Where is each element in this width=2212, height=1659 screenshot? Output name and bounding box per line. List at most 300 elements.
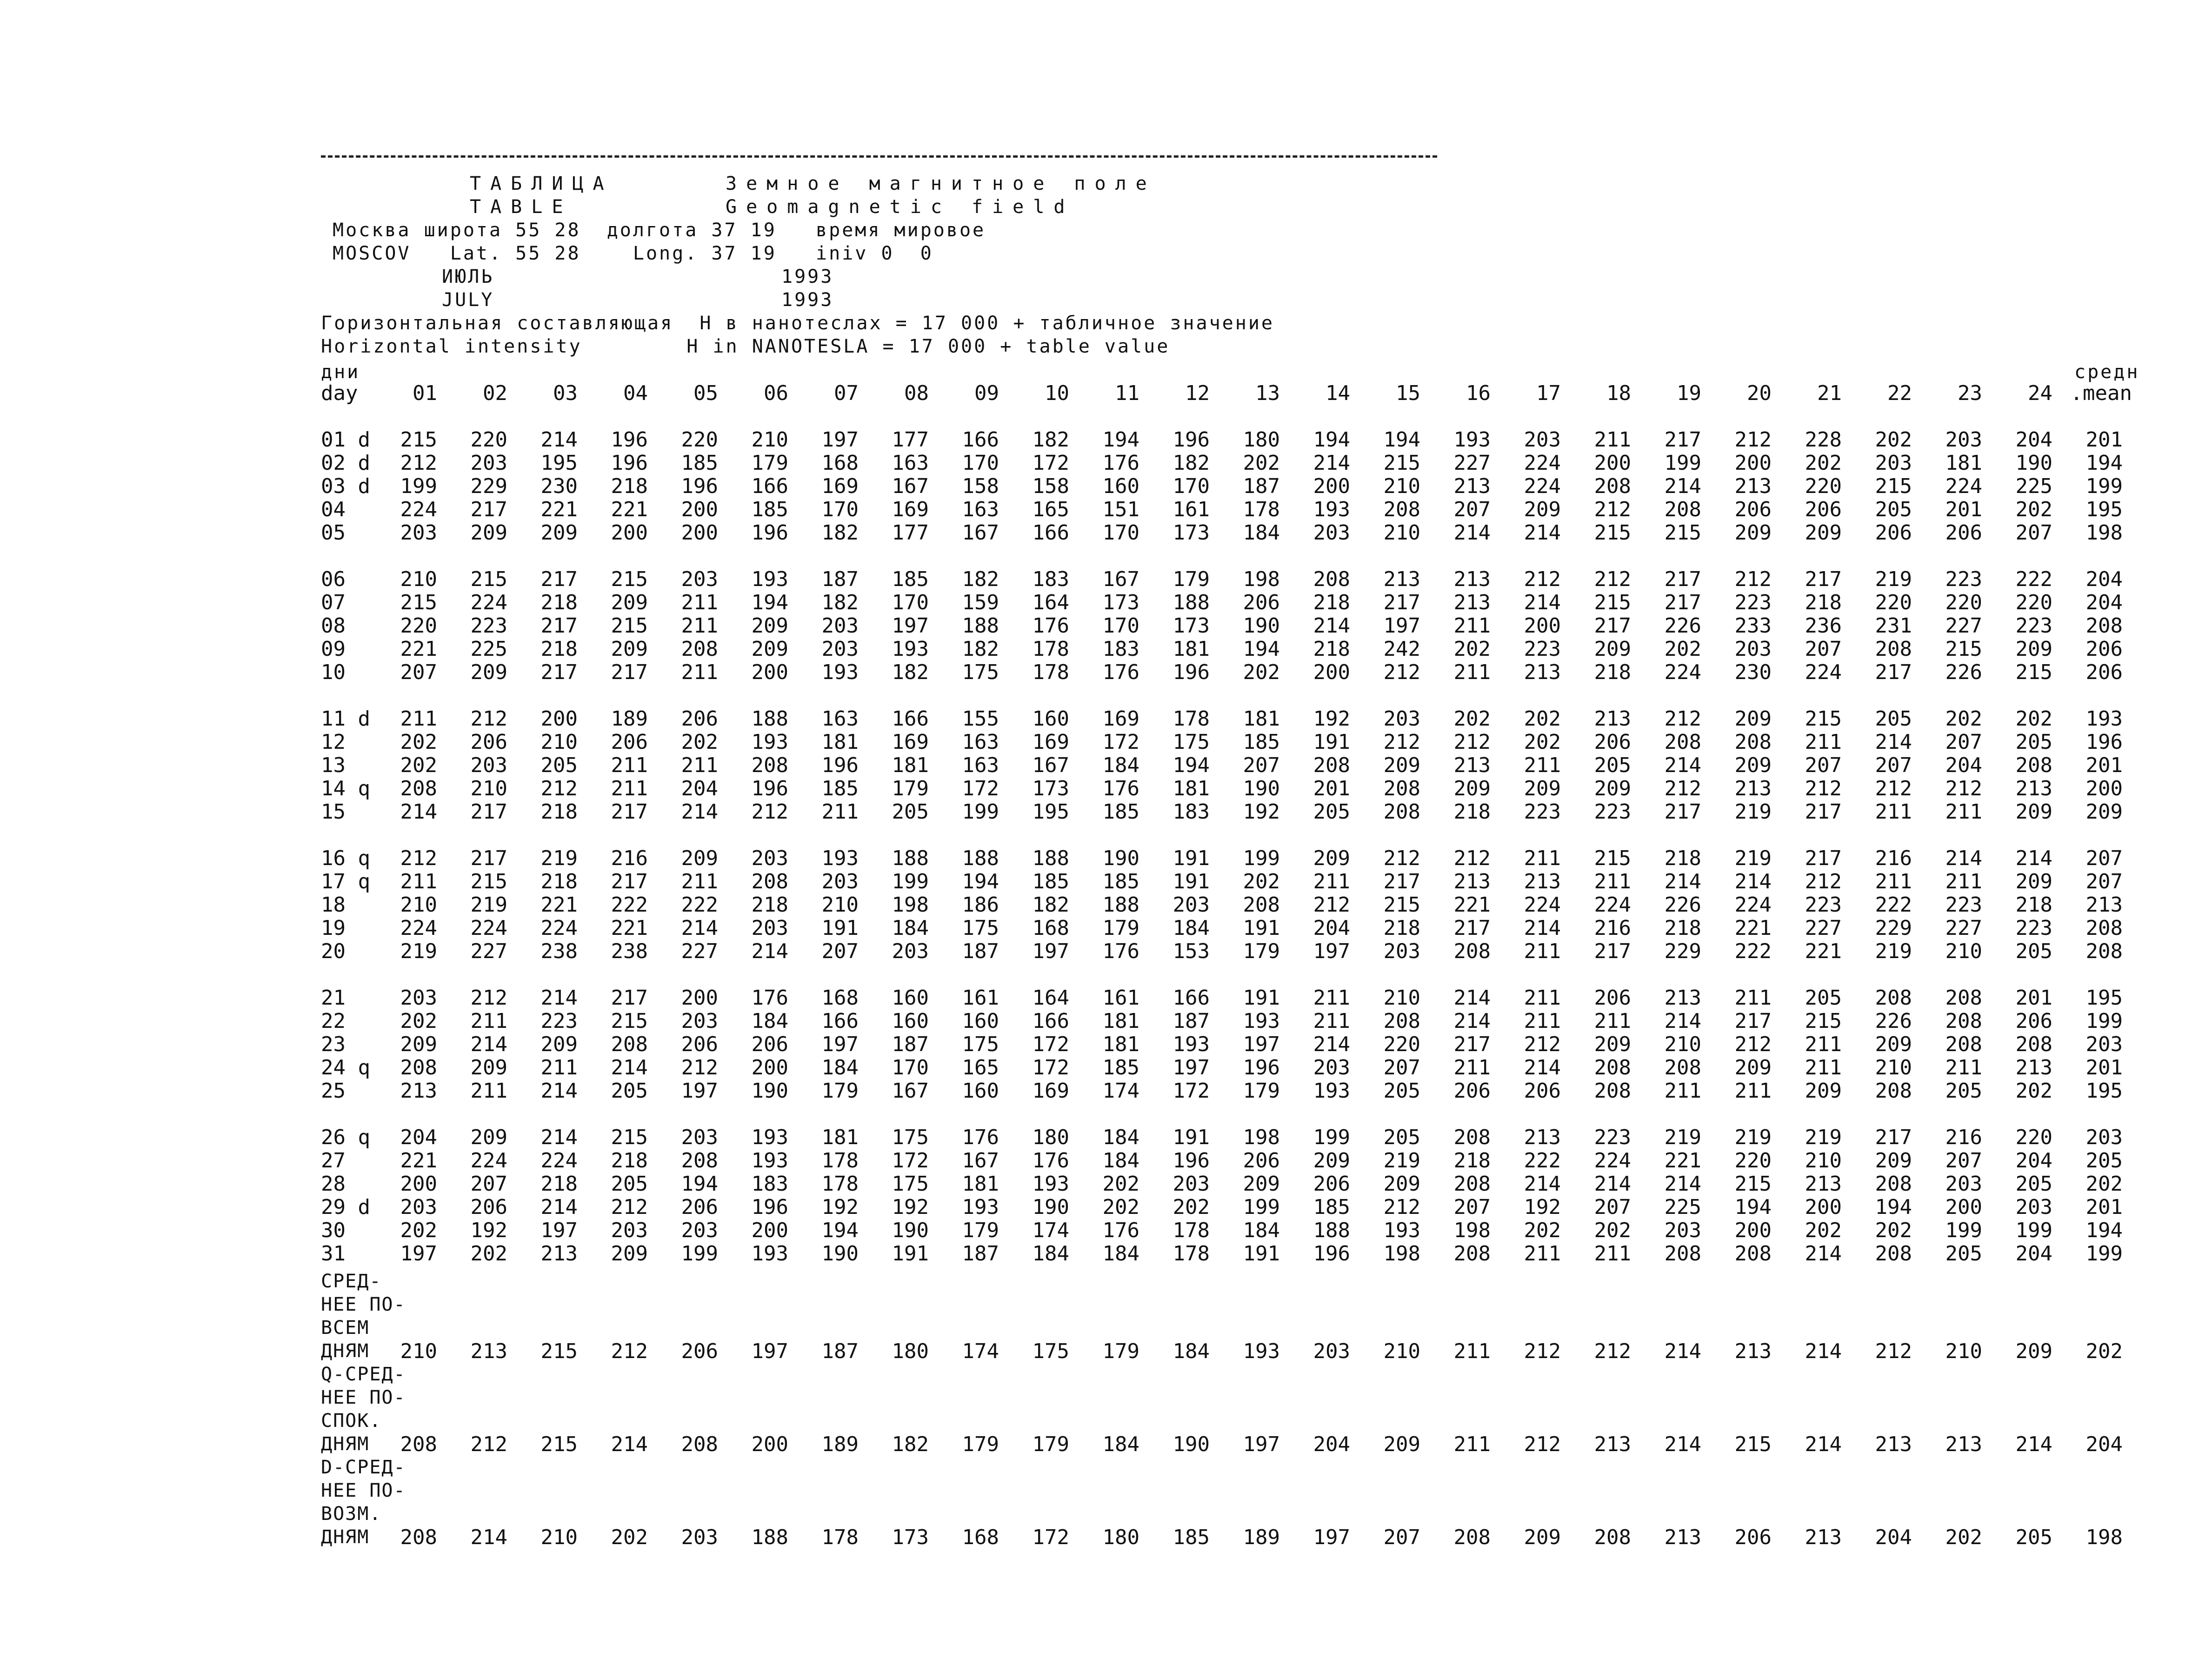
table-cell: 203 — [1383, 939, 1420, 963]
table-cell: 227 — [1945, 916, 1982, 940]
table-cell: 208 — [1875, 637, 1912, 661]
column-hour-01: 01 — [413, 381, 437, 405]
table-cell: 213 — [1453, 870, 1491, 893]
table-cell: 208 — [751, 870, 788, 893]
table-cell: 184 — [1243, 521, 1280, 545]
table-cell: 188 — [751, 707, 788, 731]
table-cell: 202 — [400, 730, 437, 754]
row-day-label: 30 — [321, 1219, 346, 1242]
table-cell: 197 — [892, 614, 929, 638]
table-cell: 194 — [1734, 1195, 1772, 1219]
table-cell: 176 — [1032, 614, 1069, 638]
table-cell: 223 — [1805, 893, 1842, 917]
table-cell: 193 — [751, 730, 788, 754]
summary-cell: 208 — [1594, 1526, 1631, 1549]
table-cell: 214 — [540, 1195, 578, 1219]
row-day-label: 01 d — [321, 428, 370, 452]
row-day-label: 04 — [321, 498, 346, 521]
table-cell: 214 — [1594, 1172, 1631, 1196]
row-day-label: 10 — [321, 660, 346, 684]
table-cell: 178 — [1173, 1219, 1210, 1242]
table-cell: 209 — [1805, 1079, 1842, 1103]
summary-cell: 214 — [470, 1526, 507, 1549]
table-cell: 202 — [1805, 451, 1842, 475]
table-cell: 209 — [1524, 777, 1561, 800]
table-cell: 170 — [892, 1056, 929, 1079]
summary-cell: 214 — [1664, 1339, 1701, 1363]
table-cell: 167 — [1102, 567, 1139, 591]
table-cell: 197 — [400, 1242, 437, 1266]
summary-cell: 174 — [962, 1339, 999, 1363]
row-day-label: 27 — [321, 1149, 346, 1173]
table-cell: 215 — [1805, 707, 1842, 731]
table-cell: 200 — [611, 521, 648, 545]
table-cell: 202 — [1453, 707, 1491, 731]
table-cell: 190 — [892, 1219, 929, 1242]
table-cell: 184 — [892, 916, 929, 940]
column-day-label-en: day — [321, 381, 358, 405]
table-cell: 202 — [1524, 730, 1561, 754]
table-cell: 196 — [1243, 1056, 1280, 1079]
table-cell: 211 — [470, 1009, 507, 1033]
table-cell: 202 — [1664, 637, 1701, 661]
table-cell: 209 — [611, 591, 648, 614]
table-cell: 199 — [1664, 451, 1701, 475]
summary-cell: 205 — [2015, 1526, 2052, 1549]
table-cell: 222 — [1524, 1149, 1561, 1173]
table-cell: 193 — [751, 1149, 788, 1173]
table-cell: 211 — [1453, 614, 1491, 638]
table-cell: 203 — [1313, 521, 1350, 545]
summary-cell: 172 — [1032, 1526, 1069, 1549]
table-cell: 202 — [1243, 451, 1280, 475]
table-cell: 189 — [611, 707, 648, 731]
summary-label-line: ДНЯМ — [321, 1433, 370, 1455]
table-cell: 212 — [1383, 660, 1420, 684]
table-cell: 194 — [1313, 428, 1350, 452]
row-day-label: 15 — [321, 800, 346, 824]
table-cell: 211 — [1875, 800, 1912, 824]
table-cell: 197 — [1313, 939, 1350, 963]
table-cell: 206 — [611, 730, 648, 754]
table-cell: 211 — [1453, 660, 1491, 684]
column-hour-08: 08 — [904, 381, 929, 405]
table-cell: 214 — [1453, 986, 1491, 1010]
table-cell: 191 — [1173, 846, 1210, 870]
table-cell: 176 — [962, 1126, 999, 1149]
component-line-en: Horizontal intensity H in NANOTESLA = 17 000 + table value — [321, 336, 1170, 357]
table-cell: 175 — [1173, 730, 1210, 754]
table-cell: 209 — [470, 1126, 507, 1149]
table-cell: 217 — [611, 870, 648, 893]
table-cell: 217 — [1594, 614, 1631, 638]
summary-cell: 204 — [1313, 1432, 1350, 1456]
row-mean-cell: 201 — [2085, 753, 2123, 777]
table-cell: 196 — [1173, 1149, 1210, 1173]
table-cell: 201 — [1945, 498, 1982, 521]
table-cell: 211 — [1594, 1009, 1631, 1033]
table-cell: 206 — [470, 1195, 507, 1219]
row-mean-cell: 200 — [2085, 777, 2123, 800]
table-cell: 200 — [681, 986, 718, 1010]
table-cell: 207 — [1945, 730, 1982, 754]
column-hour-09: 09 — [974, 381, 999, 405]
table-cell: 206 — [751, 1033, 788, 1056]
table-cell: 209 — [2015, 637, 2052, 661]
table-cell: 201 — [2015, 986, 2052, 1010]
summary-cell: 182 — [892, 1432, 929, 1456]
table-cell: 212 — [540, 777, 578, 800]
month-ru: ИЮЛЬ — [442, 266, 494, 287]
table-cell: 193 — [821, 660, 859, 684]
table-cell: 193 — [751, 1242, 788, 1266]
table-cell: 196 — [1173, 428, 1210, 452]
table-cell: 184 — [1032, 1242, 1069, 1266]
table-cell: 223 — [2015, 916, 2052, 940]
table-cell: 208 — [400, 777, 437, 800]
table-cell: 199 — [892, 870, 929, 893]
table-cell: 218 — [1805, 591, 1842, 614]
row-day-label: 03 d — [321, 474, 370, 498]
table-cell: 200 — [751, 1056, 788, 1079]
table-cell: 196 — [1313, 1242, 1350, 1266]
table-cell: 165 — [962, 1056, 999, 1079]
table-cell: 216 — [611, 846, 648, 870]
table-cell: 210 — [400, 893, 437, 917]
table-cell: 200 — [1945, 1195, 1982, 1219]
summary-label-line: СРЕД- — [321, 1271, 382, 1292]
summary-cell: 188 — [751, 1526, 788, 1549]
table-cell: 215 — [611, 1009, 648, 1033]
row-mean-cell: 208 — [2085, 916, 2123, 940]
table-cell: 207 — [470, 1172, 507, 1196]
table-cell: 191 — [1313, 730, 1350, 754]
table-cell: 222 — [1734, 939, 1772, 963]
row-day-label: 26 q — [321, 1126, 370, 1149]
table-cell: 208 — [400, 1056, 437, 1079]
table-cell: 211 — [1734, 986, 1772, 1010]
table-cell: 223 — [470, 614, 507, 638]
table-cell: 229 — [1875, 916, 1912, 940]
row-mean-cell: 195 — [2085, 986, 2123, 1010]
table-cell: 184 — [1102, 1149, 1139, 1173]
table-cell: 207 — [2015, 521, 2052, 545]
table-cell: 169 — [1032, 1079, 1069, 1103]
table-cell: 209 — [470, 660, 507, 684]
table-cell: 217 — [1383, 870, 1420, 893]
table-cell: 206 — [1453, 1079, 1491, 1103]
table-cell: 218 — [2015, 893, 2052, 917]
table-cell: 208 — [681, 637, 718, 661]
row-day-label: 18 — [321, 893, 346, 917]
table-cell: 170 — [1102, 614, 1139, 638]
table-cell: 191 — [821, 916, 859, 940]
row-day-label: 23 — [321, 1033, 346, 1056]
table-cell: 206 — [1805, 498, 1842, 521]
table-cell: 188 — [962, 614, 999, 638]
table-cell: 178 — [1173, 707, 1210, 731]
summary-cell: 212 — [470, 1432, 507, 1456]
table-cell: 211 — [1524, 1242, 1561, 1266]
row-day-label: 11 d — [321, 707, 370, 731]
table-cell: 204 — [1945, 753, 1982, 777]
table-cell: 203 — [1734, 637, 1772, 661]
summary-cell: 210 — [400, 1339, 437, 1363]
table-cell: 217 — [1805, 846, 1842, 870]
table-label-en: TABLE — [470, 196, 573, 218]
summary-cell: 210 — [1383, 1339, 1420, 1363]
table-cell: 160 — [962, 1079, 999, 1103]
table-cell: 214 — [1313, 451, 1350, 475]
table-cell: 208 — [2015, 1033, 2052, 1056]
table-cell: 220 — [2015, 591, 2052, 614]
column-hour-15: 15 — [1396, 381, 1420, 405]
table-cell: 184 — [751, 1009, 788, 1033]
table-cell: 213 — [1524, 660, 1561, 684]
table-cell: 182 — [1032, 428, 1069, 452]
table-cell: 188 — [962, 846, 999, 870]
table-cell: 227 — [1453, 451, 1491, 475]
table-cell: 169 — [892, 730, 929, 754]
table-cell: 207 — [1945, 1149, 1982, 1173]
table-cell: 203 — [751, 846, 788, 870]
table-cell: 197 — [1243, 1033, 1280, 1056]
table-cell: 199 — [2015, 1219, 2052, 1242]
table-cell: 203 — [681, 1219, 718, 1242]
table-cell: 172 — [1032, 1033, 1069, 1056]
table-cell: 170 — [1173, 474, 1210, 498]
table-cell: 205 — [2015, 939, 2052, 963]
table-cell: 208 — [1875, 1242, 1912, 1266]
table-cell: 175 — [962, 660, 999, 684]
table-cell: 200 — [1805, 1195, 1842, 1219]
table-cell: 209 — [1453, 777, 1491, 800]
table-cell: 184 — [1243, 1219, 1280, 1242]
row-day-label: 05 — [321, 521, 346, 545]
table-cell: 208 — [1664, 730, 1701, 754]
table-cell: 223 — [2015, 614, 2052, 638]
table-cell: 197 — [540, 1219, 578, 1242]
table-cell: 210 — [1383, 986, 1420, 1010]
table-cell: 208 — [1243, 893, 1280, 917]
table-cell: 199 — [681, 1242, 718, 1266]
table-cell: 176 — [1102, 777, 1139, 800]
row-day-label: 29 d — [321, 1195, 370, 1219]
table-cell: 217 — [540, 614, 578, 638]
table-cell: 172 — [1102, 730, 1139, 754]
table-cell: 206 — [1594, 986, 1631, 1010]
table-cell: 200 — [751, 1219, 788, 1242]
table-cell: 188 — [1173, 591, 1210, 614]
table-cell: 194 — [681, 1172, 718, 1196]
table-cell: 203 — [1383, 707, 1420, 731]
table-cell: 183 — [1032, 567, 1069, 591]
table-cell: 217 — [1664, 428, 1701, 452]
table-cell: 204 — [2015, 1242, 2052, 1266]
summary-cell: 184 — [1102, 1432, 1139, 1456]
table-cell: 214 — [400, 800, 437, 824]
table-cell: 208 — [1945, 986, 1982, 1010]
table-cell: 186 — [962, 893, 999, 917]
table-cell: 215 — [400, 591, 437, 614]
table-cell: 206 — [681, 707, 718, 731]
table-cell: 213 — [1453, 591, 1491, 614]
row-mean-cell: 193 — [2085, 707, 2123, 731]
table-cell: 215 — [1945, 637, 1982, 661]
table-cell: 218 — [540, 1172, 578, 1196]
table-cell: 197 — [1383, 614, 1420, 638]
table-cell: 191 — [1173, 1126, 1210, 1149]
table-cell: 206 — [1945, 521, 1982, 545]
table-cell: 175 — [892, 1172, 929, 1196]
table-cell: 213 — [2015, 1056, 2052, 1079]
table-cell: 208 — [1313, 567, 1350, 591]
table-cell: 209 — [1383, 753, 1420, 777]
table-cell: 202 — [400, 753, 437, 777]
table-cell: 217 — [611, 660, 648, 684]
table-cell: 201 — [1313, 777, 1350, 800]
table-cell: 212 — [400, 846, 437, 870]
table-cell: 224 — [1664, 660, 1701, 684]
summary-label-line: ДНЯМ — [321, 1526, 370, 1548]
row-day-label: 14 q — [321, 777, 370, 800]
table-cell: 207 — [1243, 753, 1280, 777]
table-cell: 174 — [1032, 1219, 1069, 1242]
table-cell: 181 — [1173, 777, 1210, 800]
table-cell: 194 — [821, 1219, 859, 1242]
summary-cell: 209 — [2015, 1339, 2052, 1363]
row-mean-cell: 201 — [2085, 1195, 2123, 1219]
table-cell: 224 — [400, 498, 437, 521]
table-cell: 213 — [1805, 1172, 1842, 1196]
table-cell: 215 — [400, 428, 437, 452]
table-cell: 188 — [1313, 1219, 1350, 1242]
year-en: 1993 — [781, 289, 834, 311]
table-cell: 178 — [1032, 660, 1069, 684]
row-mean-cell: 195 — [2085, 1079, 2123, 1103]
summary-label-line: Q-СРЕД- — [321, 1364, 406, 1385]
table-cell: 217 — [1875, 1126, 1912, 1149]
table-cell: 193 — [751, 1126, 788, 1149]
table-cell: 181 — [1102, 1033, 1139, 1056]
table-cell: 184 — [1102, 1242, 1139, 1266]
table-cell: 212 — [1945, 777, 1982, 800]
table-cell: 179 — [1102, 916, 1139, 940]
table-cell: 219 — [400, 939, 437, 963]
summary-cell: 179 — [1102, 1339, 1139, 1363]
summary-cell: 213 — [1664, 1526, 1701, 1549]
table-cell: 194 — [1102, 428, 1139, 452]
summary-label-line: НЕЕ ПО- — [321, 1294, 406, 1315]
table-cell: 212 — [470, 986, 507, 1010]
table-cell: 202 — [1945, 707, 1982, 731]
table-cell: 199 — [1313, 1126, 1350, 1149]
table-cell: 202 — [400, 1009, 437, 1033]
table-cell: 225 — [2015, 474, 2052, 498]
table-cell: 219 — [1875, 939, 1912, 963]
row-mean-cell: 198 — [2085, 521, 2123, 545]
table-cell: 206 — [1243, 591, 1280, 614]
table-cell: 187 — [821, 567, 859, 591]
table-cell: 198 — [1453, 1219, 1491, 1242]
table-cell: 208 — [1453, 939, 1491, 963]
table-cell: 211 — [1805, 1056, 1842, 1079]
table-cell: 177 — [892, 521, 929, 545]
table-cell: 194 — [1173, 753, 1210, 777]
table-cell: 175 — [962, 1033, 999, 1056]
table-cell: 217 — [1664, 591, 1701, 614]
table-cell: 217 — [540, 567, 578, 591]
column-hour-21: 21 — [1817, 381, 1842, 405]
row-mean-cell: 204 — [2085, 591, 2123, 614]
summary-cell: 213 — [470, 1339, 507, 1363]
table-cell: 215 — [1875, 474, 1912, 498]
table-cell: 193 — [1243, 1009, 1280, 1033]
table-cell: 204 — [1313, 916, 1350, 940]
table-cell: 203 — [1875, 451, 1912, 475]
table-cell: 202 — [1243, 660, 1280, 684]
table-cell: 196 — [681, 474, 718, 498]
table-cell: 214 — [1524, 916, 1561, 940]
table-cell: 160 — [892, 986, 929, 1010]
table-cell: 212 — [751, 800, 788, 824]
table-cell: 214 — [1805, 1242, 1842, 1266]
table-cell: 209 — [400, 1033, 437, 1056]
row-mean-cell: 203 — [2085, 1126, 2123, 1149]
table-cell: 181 — [962, 1172, 999, 1196]
row-mean-cell: 206 — [2085, 637, 2123, 661]
table-label-ru: ТАБЛИЦА — [470, 173, 613, 194]
table-cell: 205 — [1383, 1079, 1420, 1103]
table-cell: 200 — [681, 498, 718, 521]
table-cell: 211 — [1945, 800, 1982, 824]
table-cell: 210 — [1945, 939, 1982, 963]
table-cell: 215 — [611, 567, 648, 591]
table-cell: 172 — [892, 1149, 929, 1173]
table-cell: 176 — [1102, 451, 1139, 475]
table-cell: 155 — [962, 707, 999, 731]
table-cell: 225 — [1664, 1195, 1701, 1219]
table-cell: 192 — [892, 1195, 929, 1219]
table-cell: 223 — [1945, 893, 1982, 917]
table-cell: 193 — [1383, 1219, 1420, 1242]
table-cell: 212 — [1383, 1195, 1420, 1219]
table-cell: 217 — [540, 660, 578, 684]
table-cell: 214 — [1664, 474, 1701, 498]
column-hour-23: 23 — [1958, 381, 1982, 405]
table-cell: 206 — [1313, 1172, 1350, 1196]
table-cell: 198 — [1243, 567, 1280, 591]
summary-cell: 214 — [2015, 1432, 2052, 1456]
table-cell: 214 — [540, 1126, 578, 1149]
row-day-label: 07 — [321, 591, 346, 614]
row-mean-cell: 206 — [2085, 660, 2123, 684]
table-cell: 167 — [892, 1079, 929, 1103]
table-cell: 210 — [400, 567, 437, 591]
table-cell: 202 — [1805, 1219, 1842, 1242]
table-cell: 202 — [1173, 1195, 1210, 1219]
table-cell: 215 — [1594, 521, 1631, 545]
table-cell: 211 — [1875, 870, 1912, 893]
table-cell: 223 — [1945, 567, 1982, 591]
table-cell: 185 — [1243, 730, 1280, 754]
table-cell: 215 — [1594, 846, 1631, 870]
table-cell: 185 — [1102, 870, 1139, 893]
table-cell: 212 — [1805, 777, 1842, 800]
table-cell: 185 — [751, 498, 788, 521]
table-cell: 213 — [1453, 474, 1491, 498]
table-cell: 238 — [611, 939, 648, 963]
